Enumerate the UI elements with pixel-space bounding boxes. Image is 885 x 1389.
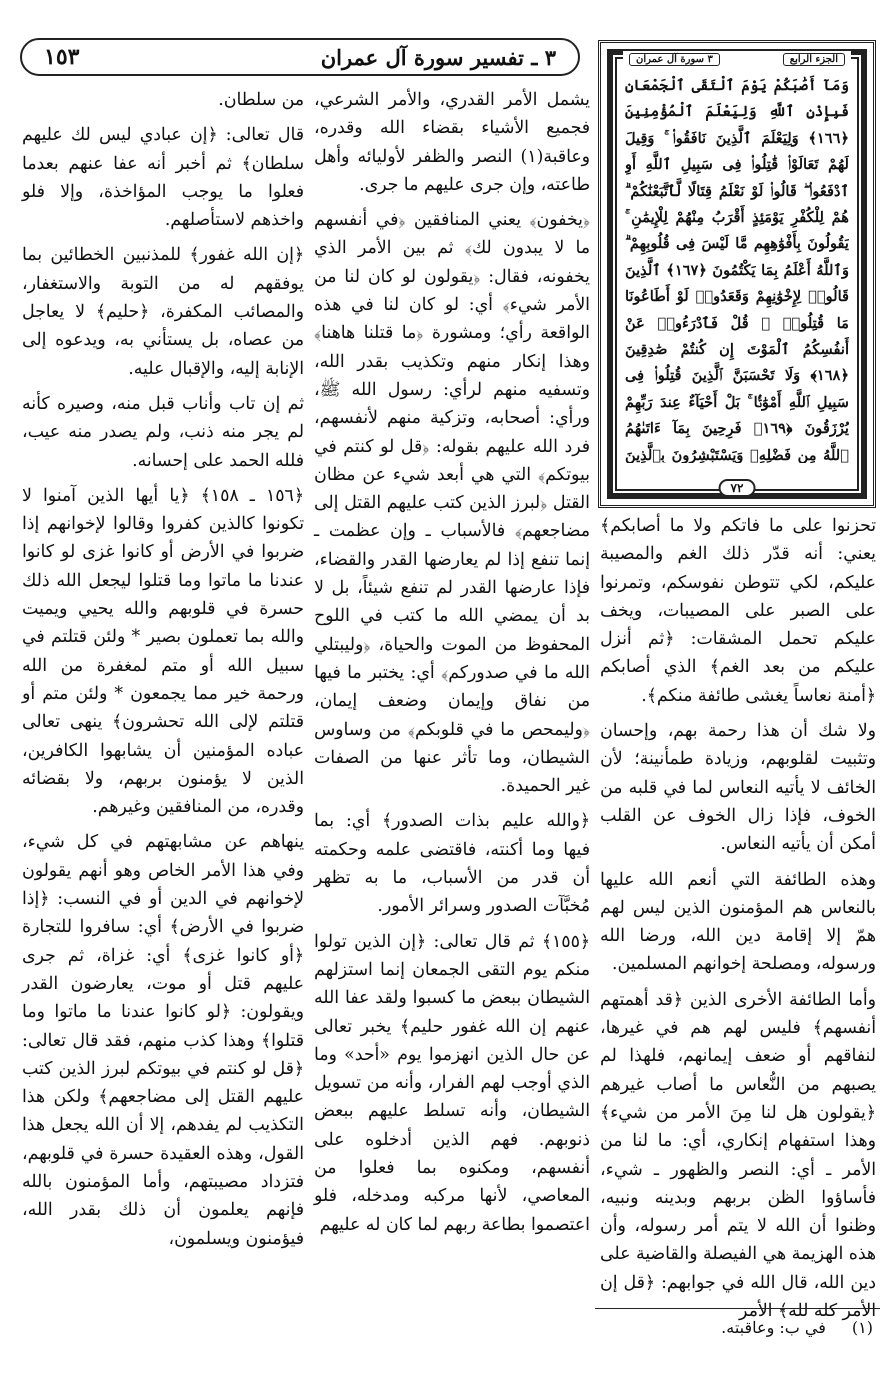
paragraph: ﴿١٥٥﴾ ثم قال تعالى: ﴿إن الذين تولوا منكم يوم التقى الجمعان إنما استزلهم الشيطان ببعض ما كسبوا ولقد عفا الله عنهم إن الله غفور حليم﴾ يخبر تعالى عن حال الذين انهزموا يوم «أحد» وما الذي أوجب لهم الفرار، وأنه من تسويل الشيطان، وأنه تسلط عليهم ببعض ذنوبهم. فهم الذين أدخلوه على أنفسهم، ومكنوه بما فعلوا من المعاصي، لأنها مركبه ومدخله، فلو اعتصموا بطاعة ربهم لما كان له عليهم — [314, 931, 590, 1235]
paragraph: يشمل الأمر القدري، والأمر الشرعي، فجميع الأشياء بقضاء الله وقدره، وعاقبة(١) النصر والظفر لأوليائه وأهل طاعته، وإن جرى عليهم ما جرى. — [314, 90, 590, 195]
running-title: ٣ ـ تفسير سورة آل عمران — [320, 44, 556, 70]
paragraph: وهذه الطائفة التي أنعم الله عليها بالنعاس هم المؤمنون الذين ليس لهم همّ إلا إقامة دين الله، ورضا الله ورسوله، ومصلحة إخوانهم المسلمين. — [600, 869, 876, 975]
text-column-middle — [314, 86, 590, 1246]
quran-text-box — [598, 40, 876, 508]
juz-label: الجزء الرابع — [783, 53, 845, 66]
text-column-left — [22, 86, 304, 1260]
text-column-right — [600, 512, 876, 1332]
mushaf-page-number: ٧٢ — [719, 479, 756, 497]
quran-verses: وَمَآ أَصَٰبَكُمْ يَوْمَ ٱلْتَقَى ٱلْجَمْعَانِ فَبِإِذْنِ ٱللَّهِ وَلِيَعْلَمَ ٱلْمُؤْمِنِينَ ﴿١٦٦﴾ وَلِيَعْلَمَ ٱلَّذِينَ نَافَقُوا۟ ۚ وَقِيلَ لَهُمْ تَعَالَوْا۟ قَٰتِلُوا۟ فِى سَبِيلِ ٱللَّهِ أَوِ ٱدْفَعُوا۟ ۖ قَالُوا۟ لَوْ نَعْلَمُ قِتَالًا لَّٱتَّبَعْنَٰكُمْ ۗ هُمْ لِلْكُفْرِ يَوْمَئِذٍ أَقْرَبُ مِنْهُمْ لِلْإِيمَٰنِ ۚ يَقُولُونَ بِأَفْوَٰهِهِم مَّا لَيْسَ فِى قُلُوبِهِمْ ۗ وَٱللَّهُ أَعْلَمُ بِمَا يَكْتُمُونَ ﴿١٦٧﴾ ٱلَّذِينَ قَالُوا۟ لِإِخْوَٰنِهِمْ وَقَعَدُوا۟ لَوْ أَطَاعُونَا مَا قُتِلُوا۟ ۗ قُلْ فَٱدْرَءُوا۟ عَنْ أَنفُسِكُمُ ٱلْمَوْتَ إِن كُنتُمْ صَٰدِقِينَ ﴿١٦٨﴾ وَلَا تَحْسَبَنَّ ٱلَّذِينَ قُتِلُوا۟ فِى سَبِيلِ ٱللَّهِ أَمْوَٰتًۢا ۚ بَلْ أَحْيَآءٌ عِندَ رَبِّهِمْ يُرْزَقُونَ ﴿١٦٩﴾ فَرِحِينَ بِمَآ ءَاتَىٰهُمُ ٱللَّهُ مِن فَضْلِهِۦ وَيَسْتَبْشِرُونَ بِٱلَّذِينَ — [625, 77, 849, 463]
footnote-divider — [595, 1308, 880, 1309]
paragraph: ينهاهم عن مشابهتهم في كل شيء، وفي هذا الأمر الخاص وهو أنهم يقولون لإخوانهم في الدين أو في النسب: ﴿إذا ضربوا في الأرض﴾ أي: سافروا للتجارة ﴿أو كانوا غزى﴾ أي: غزاة، ثم جرى عليهم قتل أو موت، يعارضون القدر ويقولون: ﴿لو كانوا عندنا ما ماتوا وما قتلوا﴾ وهذا كذب منهم، فقد قال تعالى: ﴿قل لو كنتم في بيوتكم لبرز الذين كتب عليهم القتل إلى مضاجعهم﴾ ولكن هذا التكذيب لم يفدهم، إلا أن الله يجعل هذا القول، وهذه العقيدة حسرة في قلوبهم، فتزداد مصيبتهم، وأما المؤمنون بالله فإنهم يعلمون أن ذلك بقدر الله، فيؤمنون ويسلمون، — [22, 832, 304, 1249]
paragraph: ﴿إن الله غفور﴾ للمذنبين الخطائين بما يوفقهم له من التوبة والاستغفار، والمصائب المكفرة، ﴿حليم﴾ لا يعاجل من عصاه، بل يستأني به، ويدعوه إلى الإنابة إليه، والإقبال عليه. — [22, 245, 304, 379]
paragraph: قال تعالى: ﴿إن عبادي ليس لك عليهم سلطان﴾ ثم أخبر أنه عفا عنهم بعدما فعلوا ما يوجب المؤاخذة، وإلا فلو واخذهم لاستأصلهم. — [22, 125, 304, 231]
paragraph: وأما الطائفة الأخرى الذين ﴿قد أهمتهم أنفسهم﴾ فليس لهم هم في غيرها، لنفاقهم أو ضعف إيمانهم، فلهذا لم يصبهم من النُّعاس ما أصاب غيرهم ﴿يقولون هل لنا مِنَ الأمر من شيء﴾ وهذا استفهام إنكاري، أي: ما لنا من الأمر ـ أي: النصر والظهور ـ شيء، فأساؤوا الظن بربهم وبدينه ونبيه، وظنوا أن الله لا يتم أمر رسوله، وأن هذه الهزيمة هي الفيصلة والقاضية على دين الله، قال الله في جوابهم: ﴿قل إن الأمر كله لله﴾ الأمر — [600, 989, 876, 1322]
paragraph: ﴿١٥٦ ـ ١٥٨﴾ ﴿يا أيها الذين آمنوا لا تكونوا كالذين كفروا وقالوا لإخوانهم إذا ضربوا في الأرض أو كانوا غزى لو كانوا عندنا ما ماتوا وما قتلوا ليجعل الله ذلك حسرة في قلوبهم والله يحيي ويميت والله بما تعملون بصير * ولئن قتلتم في سبيل الله أو متم لمغفرة من الله ورحمة خير مما يجمعون * ولئن متم أو قتلتم لإلى الله تحشرون﴾ ينهى تعالى عباده المؤمنين أن يشابهوا الكافرين، الذين لا يؤمنون بربهم، ولا بقضائه وقدره، من المنافقين وغيرهم. — [22, 485, 304, 818]
paragraph: ﴿يخفون﴾ يعني المنافقين ﴿في أنفسهم ما لا يبدون لك﴾ ثم بين الأمر الذي يخفونه، فقال: ﴿يقولون لو كان لنا من الأمر شيء﴾ أي: لو كان لنا في هذه الواقعة رأي؛ ومشورة ﴿ما قتلنا هاهنا﴾ وهذا إنكار منهم وتكذيب بقدر الله، وتسفيه منهم لرأي: رسول الله ﷺ، ورأي: أصحابه، وتزكية منهم لأنفسهم، فرد الله عليهم بقوله: ﴿قل لو كنتم في بيوتكم﴾ التي هي أبعد شيء عن مظان القتل ﴿لبرز الذين كتب عليهم القتل إلى مضاجعهم﴾ فالأسباب ـ وإن عظمت ـ إنما تنفع إذا لم يعارضها القدر والقضاء، فإذا عارضها القدر لم تنفع شيئاً، بل لا بد أن يمضي الله ما كتب في اللوح المحفوظ من الموت والحياة، ﴿وليبتلي الله ما في صدوركم﴾ أي: يختبر ما فيها من نفاق وإيمان وضعف إيمان، ﴿وليمحص ما في قلوبكم﴾ من وساوس الشيطان، وما تأثر عنها من الصفات غير الحميدة. — [314, 210, 590, 797]
quran-frame — [607, 49, 867, 499]
page-header — [20, 38, 580, 76]
paragraph: ثم إن تاب وأناب قبل منه، وصيره كأنه لم يجر منه ذنب، ولم يصدر منه عيب، فلله الحمد على إحسانه. — [22, 393, 304, 471]
surah-label: ٣ سورة آل عمران — [629, 53, 720, 66]
paragraph: ولا شك أن هذا رحمة بهم، وإحسان وتثبيت لقلوبهم، وزيادة طمأنينة؛ لأن الخائف لا يأتيه النعاس لما في قلبه من الخوف، فإذا زال الخوف عن القلب أمكن أن يأتيه النعاس. — [600, 721, 876, 855]
footnote — [721, 1318, 873, 1337]
paragraph: من سلطان. — [218, 90, 304, 110]
paragraph: ﴿والله عليم بذات الصدور﴾ أي: بما فيها وما أكنته، فاقتضى علمه وحكمته أن قدر من الأسباب، ما به تظهر مُخبَّآت الصدور وسرائر الأمور. — [314, 811, 590, 917]
paragraph: تحزنوا على ما فاتكم ولا ما أصابكم﴾ يعني: أنه قدّر ذلك الغم والمصيبة عليكم، لكي تتوطن نفوسكم، وتمرنوا على الصبر على المصيبات، ويخف عليكم تحمل المشقات: ﴿ثم أنزل عليكم من بعد الغم﴾ الذي أصابكم ﴿أمنة نعاساً يغشى طائفة منكم﴾. — [600, 516, 876, 706]
footnote-text: في ب: وعاقبته. — [721, 1318, 826, 1337]
footnote-number: (١) — [851, 1318, 873, 1337]
page-number: ١٥٣ — [44, 44, 80, 70]
mushaf-header — [623, 51, 851, 67]
